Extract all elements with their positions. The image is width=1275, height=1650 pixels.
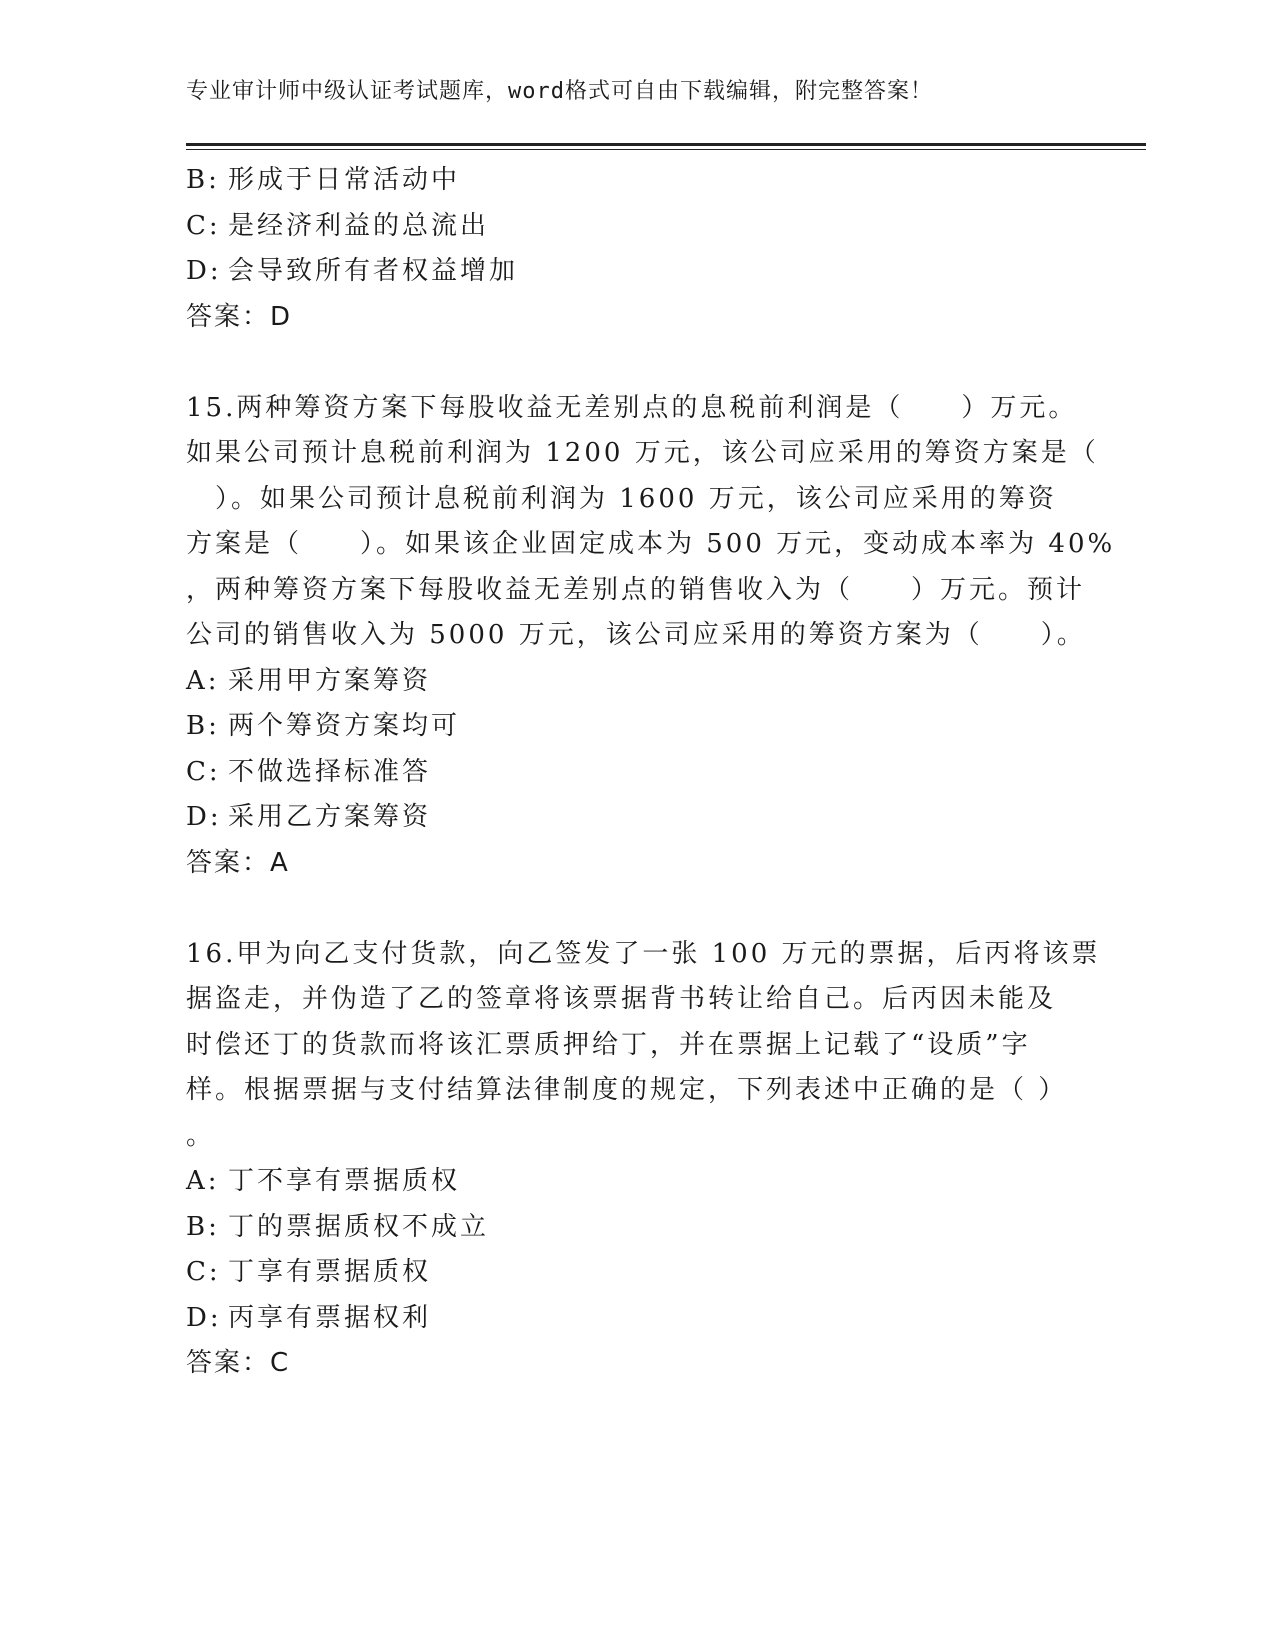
option-text: 形成于日常活动中 <box>228 165 461 195</box>
question-text-line: 。 <box>186 1120 216 1151</box>
question-text-line: 方案是（ ）。如果该企业固定成本为 500 万元，变动成本率为 40% <box>186 529 1116 559</box>
option-a <box>186 659 1086 705</box>
question-text-line: 公司的销售收入为 5000 万元，该公司应采用的筹资方案为（ ）。 <box>186 620 1086 650</box>
answer-value: C <box>270 1348 291 1378</box>
option-b <box>186 158 1086 204</box>
option-c <box>186 1250 1086 1296</box>
spacer <box>186 886 1086 932</box>
answer-value: D <box>270 301 293 332</box>
header-rule-thin <box>186 149 1146 150</box>
answer-label: 答案： <box>186 301 271 332</box>
question-text-line: 时偿还丁的货款而将该汇票质押给丁，并在票据上记载了“设质”字 <box>186 1029 1031 1060</box>
option-d <box>186 249 1086 295</box>
question-text-line: ，两种筹资方案下每股收益无差别点的销售收入为（ ）万元。预计 <box>186 574 1086 605</box>
prev-question <box>186 158 1086 340</box>
option-c <box>186 750 1086 796</box>
question-text-line: 15.两种筹资方案下每股收益无差别点的息税前利润是（ ）万元。 <box>186 392 1078 423</box>
option-text: 不做选择标准答 <box>228 756 432 787</box>
question-text-line: 如果公司预计息税前利润为 1200 万元，该公司应采用的筹资方案是（ <box>186 438 1099 468</box>
answer-line <box>186 295 1086 341</box>
option-text: 丁不享有票据质权 <box>228 1166 461 1196</box>
option-letter: C: <box>186 756 221 787</box>
question-text-line: 16.甲为向乙支付货款，向乙签发了一张 100 万元的票据，后丙将该票 <box>186 938 1101 969</box>
option-text: 会导致所有者权益增加 <box>228 256 519 286</box>
option-c <box>186 204 1086 250</box>
question-text-line: 样。根据票据与支付结算法律制度的规定，下列表述中正确的是（ ） <box>186 1075 1068 1105</box>
option-letter: C: <box>186 1257 221 1287</box>
answer-value: A <box>270 847 290 878</box>
option-letter: D: <box>186 256 222 286</box>
question-15 <box>186 386 1116 887</box>
option-text: 丁享有票据质权 <box>228 1257 432 1287</box>
option-letter: B: <box>186 1211 220 1242</box>
answer-line <box>186 841 1086 887</box>
option-text: 两个筹资方案均可 <box>228 711 461 741</box>
option-b <box>186 1205 1086 1251</box>
option-d <box>186 1296 1086 1342</box>
option-letter: B: <box>186 165 220 195</box>
option-letter: A: <box>186 1166 220 1196</box>
option-b <box>186 704 1086 750</box>
option-text: 采用乙方案筹资 <box>228 802 432 832</box>
option-text: 丁的票据质权不成立 <box>228 1211 490 1242</box>
question-text-line: 据盗走，并伪造了乙的签章将该票据背书转让给自己。后丙因未能及 <box>186 984 1057 1014</box>
answer-label: 答案： <box>186 847 271 878</box>
page-header: 专业审计师中级认证考试题库，word格式可自由下载编辑，附完整答案！ <box>186 79 933 104</box>
option-letter: D: <box>186 802 222 832</box>
option-text: 采用甲方案筹资 <box>228 665 432 696</box>
option-letter: B: <box>186 711 220 741</box>
answer-label: 答案： <box>186 1348 271 1378</box>
spacer <box>186 340 1086 386</box>
option-letter: C: <box>186 210 221 241</box>
option-a <box>186 1159 1086 1205</box>
option-letter: D: <box>186 1302 222 1333</box>
option-text: 丙享有票据权利 <box>228 1302 432 1333</box>
option-d <box>186 795 1086 841</box>
question-16 <box>186 932 1101 1387</box>
option-text: 是经济利益的总流出 <box>228 210 490 241</box>
document-body <box>186 158 1116 1387</box>
answer-line <box>186 1341 1086 1387</box>
question-text-line: ）。如果公司预计息税前利润为 1600 万元，该公司应采用的筹资 <box>186 483 1057 514</box>
option-letter: A: <box>186 665 220 696</box>
header-rule-thick <box>186 143 1146 146</box>
